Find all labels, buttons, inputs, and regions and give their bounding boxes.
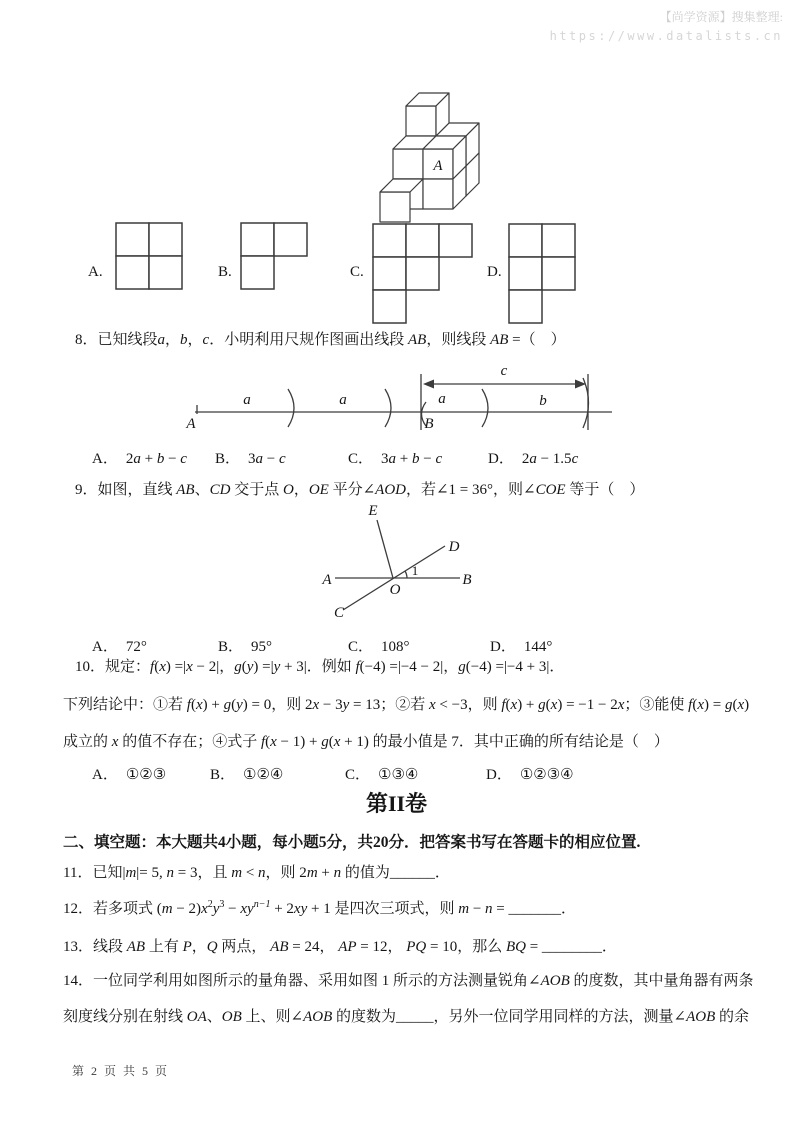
text-segment: − 1.5 bbox=[536, 451, 572, 467]
text-segment: 3 bbox=[248, 451, 256, 467]
text-segment: 2 bbox=[125, 451, 134, 467]
grid-d-cells bbox=[509, 224, 575, 323]
text-segment: g bbox=[321, 734, 329, 750]
text-segment: 的值为______． bbox=[341, 865, 450, 881]
text-segment: c bbox=[278, 451, 286, 467]
text-segment: 平分∠ bbox=[328, 482, 376, 498]
text-segment: ) = bbox=[703, 697, 725, 713]
q9-option-c-value: 108° bbox=[381, 639, 410, 655]
text-segment: ， bbox=[165, 332, 181, 348]
text-segment: xy bbox=[240, 901, 254, 917]
q8-option-c-value bbox=[381, 451, 442, 467]
text-segment: x bbox=[550, 697, 558, 713]
text-segment: ( bbox=[692, 697, 698, 713]
text-segment: − bbox=[419, 451, 436, 467]
text-segment: a bbox=[529, 451, 537, 467]
q8-option-a bbox=[92, 447, 187, 468]
text-segment: AB bbox=[270, 939, 289, 955]
text-segment: xy bbox=[293, 901, 308, 917]
text-segment: ( bbox=[732, 697, 738, 713]
text-segment: g bbox=[724, 697, 733, 713]
text-segment: x bbox=[312, 697, 320, 713]
page-footer: 第 2 页 共 5 页 bbox=[72, 1064, 170, 1078]
text-segment: g bbox=[458, 659, 466, 675]
text-segment: AOB bbox=[686, 1009, 716, 1025]
text-segment: x bbox=[186, 659, 193, 675]
q8-option-a-value bbox=[126, 451, 187, 467]
segment-a1-label: a bbox=[243, 392, 251, 408]
text-segment: x bbox=[201, 901, 208, 917]
text-segment: c bbox=[202, 332, 210, 348]
text-segment: 9．如图，直线 bbox=[75, 482, 177, 498]
text-segment: + bbox=[317, 865, 334, 881]
text-segment: OE bbox=[308, 482, 329, 498]
text-segment: ) + bbox=[202, 697, 224, 713]
text-segment: ) = −1 − 2 bbox=[557, 697, 618, 713]
text-segment: ， bbox=[191, 939, 207, 955]
text-segment: ， bbox=[187, 332, 203, 348]
question-14-text-line1 bbox=[63, 971, 754, 991]
text-segment: − 1) + bbox=[276, 734, 322, 750]
text-segment: y bbox=[236, 697, 243, 713]
cube-group bbox=[380, 93, 479, 222]
text-segment: AOB bbox=[540, 973, 570, 989]
q10-option-d bbox=[486, 763, 574, 784]
text-segment: < −3，则 bbox=[435, 697, 502, 713]
q9-option-a-value: 72° bbox=[125, 639, 147, 655]
text-segment: − 2|， bbox=[192, 659, 235, 675]
segment-a2-label: a bbox=[339, 392, 347, 408]
grid-option-a-figure bbox=[114, 221, 184, 291]
grid-c-cells bbox=[373, 224, 472, 323]
text-segment: x bbox=[737, 697, 745, 713]
text-segment: =（ ） bbox=[508, 332, 566, 348]
text-segment: = 3，且 bbox=[174, 865, 232, 881]
text-segment: c bbox=[180, 451, 187, 467]
text-segment: AOD bbox=[375, 482, 406, 498]
text-segment: 等于（ ） bbox=[565, 482, 645, 498]
segment-b-label: b bbox=[539, 393, 547, 409]
question-8-text bbox=[75, 330, 566, 350]
text-segment: = 10，那么 bbox=[426, 939, 506, 955]
q10-option-b bbox=[210, 763, 283, 784]
text-segment: x bbox=[429, 697, 436, 713]
q8-option-c bbox=[348, 447, 442, 468]
q8-option-a-label: A． bbox=[92, 451, 118, 467]
q8-option-b bbox=[215, 447, 286, 468]
text-segment: + bbox=[140, 451, 157, 467]
text-segment: ．小明利用尺规作图画出线段 bbox=[209, 332, 408, 348]
text-segment: ( bbox=[505, 697, 511, 713]
question-10-text-line1 bbox=[75, 657, 564, 677]
question-8-figure bbox=[160, 362, 630, 440]
text-segment: 、 bbox=[194, 482, 210, 498]
grid-option-d-label: D. bbox=[487, 264, 502, 280]
point-c-label: C bbox=[333, 605, 345, 621]
text-segment: 10．规定： bbox=[75, 659, 151, 675]
text-segment: 2 bbox=[207, 899, 213, 910]
q8-option-b-label: B． bbox=[215, 451, 241, 467]
q8-option-b-value bbox=[248, 451, 286, 467]
cube-top bbox=[406, 93, 449, 136]
text-segment: x bbox=[195, 697, 203, 713]
text-segment: b bbox=[156, 451, 165, 467]
text-segment: AB bbox=[407, 332, 427, 348]
grid-option-c-figure bbox=[371, 222, 474, 325]
text-segment: ( bbox=[241, 659, 247, 675]
q10-option-a-label: A． bbox=[92, 767, 118, 783]
text-segment: COE bbox=[535, 482, 566, 498]
text-segment: |= 5, bbox=[136, 865, 167, 881]
text-segment: 、 bbox=[206, 1009, 222, 1025]
text-segment: 的度数为_____，另外一位同学用同样的方法，测量∠ bbox=[332, 1009, 687, 1025]
q10-option-d-label: D． bbox=[486, 767, 512, 783]
q8-option-d-value bbox=[522, 451, 578, 467]
text-segment: OB bbox=[221, 1009, 242, 1025]
point-a-label: A bbox=[322, 572, 332, 588]
text-segment: n bbox=[258, 865, 266, 881]
text-segment: ( bbox=[154, 659, 160, 675]
text-segment: y bbox=[212, 901, 220, 917]
text-segment: 14．一位同学利用如图所示的量角器、采用如图 1 所示的方法测量锐角∠ bbox=[63, 973, 541, 989]
grid-option-a-label: A. bbox=[88, 264, 103, 280]
text-segment: c bbox=[571, 451, 579, 467]
text-segment: x bbox=[333, 734, 341, 750]
text-segment: − bbox=[263, 451, 279, 467]
text-segment: f bbox=[260, 734, 266, 750]
text-segment: AB bbox=[176, 482, 195, 498]
text-segment: x bbox=[159, 659, 166, 675]
text-segment: (−4) =|−4 − 2|， bbox=[359, 659, 459, 675]
text-segment: 两点， bbox=[217, 939, 271, 955]
text-segment: 3 bbox=[381, 451, 389, 467]
text-segment: BQ bbox=[505, 939, 526, 955]
text-segment: ( bbox=[265, 734, 271, 750]
watermark bbox=[550, 8, 783, 46]
q8-option-d bbox=[488, 447, 578, 468]
text-segment: 刻度线分别在射线 bbox=[63, 1009, 187, 1025]
text-segment: Q bbox=[206, 939, 218, 955]
q10-option-a bbox=[92, 763, 166, 784]
segment-construction-lines bbox=[195, 374, 612, 430]
text-segment: a bbox=[255, 451, 264, 467]
text-segment: (−4) =|−4 + 3|． bbox=[465, 659, 565, 675]
text-segment: 交于点 bbox=[230, 482, 283, 498]
text-segment: g bbox=[538, 697, 546, 713]
figure-labels bbox=[321, 503, 471, 621]
q9-option-d bbox=[490, 635, 552, 656]
text-segment: + 2 bbox=[270, 901, 294, 917]
text-segment: 成立的 bbox=[63, 734, 112, 750]
cube-stack-figure bbox=[348, 90, 498, 230]
text-segment: 上、则∠ bbox=[241, 1009, 304, 1025]
text-segment: O bbox=[282, 482, 294, 498]
part2-heading: 第II卷 bbox=[365, 791, 428, 816]
text-segment: a bbox=[133, 451, 141, 467]
text-segment: = 13；②若 bbox=[349, 697, 429, 713]
text-segment: n bbox=[166, 865, 175, 881]
q9-option-c bbox=[348, 635, 410, 656]
text-segment: 2 bbox=[521, 451, 530, 467]
text-segment: P bbox=[182, 939, 192, 955]
text-segment: ) =| bbox=[253, 659, 274, 675]
text-segment: PQ bbox=[406, 939, 427, 955]
text-segment: = 12， bbox=[356, 939, 407, 955]
text-segment: ，若∠1 = 36°，则∠ bbox=[405, 482, 536, 498]
q9-option-d-value: 144° bbox=[523, 639, 553, 655]
text-segment: x bbox=[617, 697, 625, 713]
text-segment: 12．若多项式 ( bbox=[63, 901, 162, 917]
text-segment: f bbox=[355, 659, 360, 675]
q9-option-b bbox=[218, 635, 272, 656]
text-segment: ) =| bbox=[165, 659, 187, 675]
text-segment: f bbox=[186, 697, 191, 713]
text-segment: g bbox=[234, 659, 242, 675]
text-segment: − 2) bbox=[172, 901, 202, 917]
text-segment: 上有 bbox=[145, 939, 183, 955]
text-segment: x bbox=[270, 734, 277, 750]
q10-option-b-label: B． bbox=[210, 767, 236, 783]
text-segment: AOB bbox=[303, 1009, 333, 1025]
text-segment: + 1) 的最小值是 7．其中正确的所有结论是（ ） bbox=[340, 734, 669, 750]
q10-option-a-value: ①②③ bbox=[125, 767, 167, 783]
question-10-text-line3 bbox=[63, 732, 669, 752]
question-13-text bbox=[63, 937, 617, 957]
text-segment: 的余 bbox=[715, 1009, 750, 1025]
watermark-line1: 【尚学资源】搜集整理: bbox=[659, 10, 783, 24]
text-segment: + 1 是四次三项式，则 bbox=[307, 901, 459, 917]
text-segment: − bbox=[224, 901, 241, 917]
text-segment: 13．线段 bbox=[63, 939, 127, 955]
grid-b-cells bbox=[241, 223, 307, 289]
text-segment: x bbox=[111, 734, 119, 750]
cube-label-a: A bbox=[433, 158, 443, 174]
text-segment: ，则 2 bbox=[265, 865, 307, 881]
text-segment: m bbox=[125, 865, 137, 881]
segment-c-label: c bbox=[500, 363, 508, 379]
text-segment: = ________． bbox=[525, 939, 617, 955]
q10-option-c bbox=[345, 763, 418, 784]
grid-option-b-figure bbox=[239, 221, 309, 291]
text-segment: 的值不存在；④式子 bbox=[118, 734, 261, 750]
text-segment: m bbox=[458, 901, 470, 917]
text-segment: y bbox=[246, 659, 254, 675]
q8-option-c-label: C． bbox=[348, 451, 374, 467]
text-segment: AP bbox=[338, 939, 357, 955]
text-segment: ( bbox=[190, 697, 196, 713]
text-segment: ( bbox=[231, 697, 237, 713]
point-e-label: E bbox=[368, 503, 378, 519]
q9-option-a bbox=[92, 635, 147, 656]
text-segment: ) bbox=[744, 697, 750, 713]
text-segment: = _______． bbox=[492, 901, 576, 917]
q10-option-c-value: ①③④ bbox=[378, 767, 419, 783]
q9-option-b-value: 95° bbox=[251, 639, 273, 655]
text-segment: − 3 bbox=[319, 697, 343, 713]
text-segment: ( bbox=[545, 697, 551, 713]
question-9-figure bbox=[315, 498, 485, 623]
text-segment: n bbox=[485, 901, 493, 917]
text-segment: ；③能使 bbox=[624, 697, 689, 713]
point-a-label: A bbox=[186, 416, 196, 432]
text-segment: c bbox=[435, 451, 443, 467]
text-segment: < bbox=[242, 865, 259, 881]
q9-option-c-label: C． bbox=[348, 639, 374, 655]
text-segment: ，则线段 bbox=[426, 332, 491, 348]
point-o-label: O bbox=[389, 582, 401, 598]
text-segment: x bbox=[510, 697, 518, 713]
text-segment: 11．已知| bbox=[63, 865, 126, 881]
q10-option-d-value: ①②③④ bbox=[519, 767, 574, 783]
text-segment: a bbox=[157, 332, 166, 348]
grid-a-cells bbox=[116, 223, 182, 289]
q10-option-c-label: C． bbox=[345, 767, 371, 783]
text-segment: OA bbox=[186, 1009, 207, 1025]
point-b-label: B bbox=[462, 572, 472, 588]
q9-option-d-label: D． bbox=[490, 639, 516, 655]
text-segment: AB bbox=[126, 939, 146, 955]
text-segment: y bbox=[273, 659, 281, 675]
grid-option-d-figure bbox=[507, 222, 577, 325]
text-segment: − bbox=[164, 451, 181, 467]
text-segment: = 24， bbox=[288, 939, 339, 955]
text-segment: m bbox=[161, 901, 173, 917]
text-segment: f bbox=[688, 697, 693, 713]
text-segment: a bbox=[388, 451, 397, 467]
grid-option-c-label: C. bbox=[350, 264, 364, 280]
text-segment: 3 bbox=[219, 899, 225, 910]
text-segment: 下列结论中：①若 bbox=[63, 697, 187, 713]
text-segment: + 3|．例如 bbox=[280, 659, 356, 675]
text-segment: n bbox=[333, 865, 342, 881]
point-d-label: D bbox=[448, 539, 460, 555]
point-b-label: B bbox=[424, 416, 434, 432]
text-segment: + bbox=[396, 451, 412, 467]
text-segment: CD bbox=[209, 482, 231, 498]
text-segment: ， bbox=[293, 482, 309, 498]
text-segment: ) + bbox=[517, 697, 539, 713]
question-14-text-line2 bbox=[63, 1007, 749, 1027]
angle-1-label: 1 bbox=[411, 563, 419, 578]
text-segment: x bbox=[697, 697, 704, 713]
text-segment: g bbox=[223, 697, 232, 713]
text-segment: 8．已知线段 bbox=[75, 332, 158, 348]
text-segment: 的度数，其中量角器有两条 bbox=[569, 973, 754, 989]
text-segment: ) = 0，则 2 bbox=[242, 697, 313, 713]
question-10-text-line2 bbox=[63, 695, 749, 715]
text-segment: − bbox=[469, 901, 486, 917]
text-segment: m bbox=[231, 865, 243, 881]
text-segment: ( bbox=[328, 734, 334, 750]
q9-option-b-label: B． bbox=[218, 639, 244, 655]
text-segment: b bbox=[180, 332, 188, 348]
grid-option-b-label: B. bbox=[218, 264, 232, 280]
text-segment: n−1 bbox=[253, 899, 271, 910]
text-segment: AB bbox=[490, 332, 509, 348]
text-segment: f bbox=[150, 659, 155, 675]
question-11-text bbox=[63, 863, 450, 883]
text-segment: y bbox=[342, 697, 350, 713]
text-segment: m bbox=[306, 865, 318, 881]
q10-option-b-value: ①②④ bbox=[243, 767, 284, 783]
text-segment: f bbox=[501, 697, 506, 713]
text-segment: b bbox=[411, 451, 420, 467]
q9-option-a-label: A． bbox=[92, 639, 118, 655]
question-12-text bbox=[63, 899, 576, 919]
q8-option-d-label: D． bbox=[488, 451, 514, 467]
segment-a3-label: a bbox=[438, 391, 446, 407]
section2-intro: 二、填空题：本大题共4小题，每小题5分，共20分．把答案书写在答题卡的相应位置. bbox=[63, 834, 641, 851]
watermark-url: https://www.datalists.cn bbox=[549, 29, 783, 44]
figure-labels bbox=[185, 363, 547, 432]
